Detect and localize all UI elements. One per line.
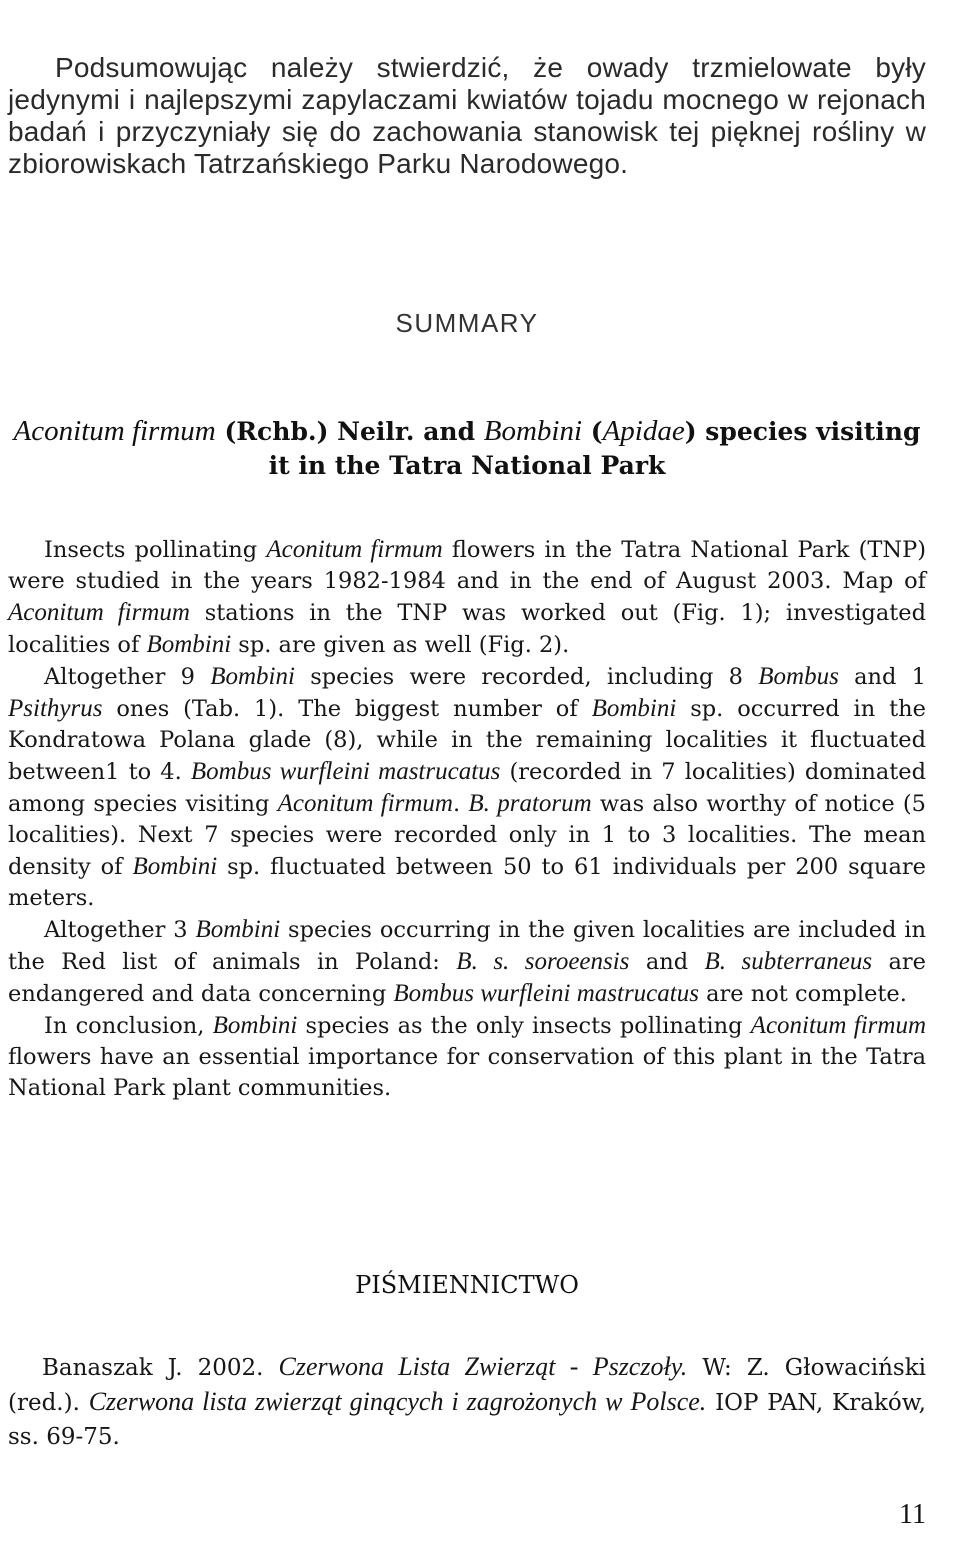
abstract-paragraph-3 [8, 914, 926, 1010]
text-run: are not complete. [698, 981, 907, 1007]
text-run: (recorded in 7 localities) dominated among species visiting [8, 759, 927, 817]
species-name: Psithyrus [8, 695, 103, 722]
text-run: ones (Tab. 1). The biggest number of [102, 696, 592, 722]
title-family-name: Apidae [602, 415, 685, 447]
text-run: Altogether 3 [44, 917, 196, 943]
references-heading: PIŚMIENNICTWO [355, 1271, 579, 1299]
text-run: sp. occurred in the Kondratowa Polana glade (8), while in the remaining localities it fluctuated between1 to 4. [8, 696, 926, 785]
text-run: flowers in the Tatra National Park (TNP) were studied in the years 1982-1984 and in the end of August 2003. Map of [8, 537, 926, 594]
species-name: Bombini [132, 853, 218, 880]
text-run: Insects pollinating [44, 537, 267, 563]
summary-abstract [8, 534, 926, 1104]
text-run: In conclusion, [44, 1013, 213, 1039]
page [8, 0, 926, 1542]
reference-entry [8, 1350, 926, 1454]
reference-title: Czerwona Lista Zwierząt - Pszczoły. [278, 1352, 688, 1381]
species-name: Bombini [591, 695, 677, 722]
text-run: stations in the TNP was worked out (Fig. 1); investigated localities of [8, 600, 926, 658]
title-text: ( [582, 417, 603, 446]
reference-author-year: Banaszak J. 2002. [42, 1355, 279, 1381]
page-number: 11 [899, 1499, 926, 1530]
title-species-name: Aconitum firmum [13, 415, 216, 447]
species-name: Bombini [210, 663, 295, 690]
polish-conclusion-paragraph: Podsumowując należy stwierdzić, że owady trzmielowate były jedynymi i najlepszymi zapylaczami kwiatów tojadu mocnego w rejonach badań i przyczyniały się do zachowania stanowisk tej pięknej rośliny w zbiorowiskach Tatrzańskiego Parku Narodowego. [8, 52, 926, 179]
text-run: and 1 [838, 664, 926, 690]
text-run: and [629, 949, 705, 975]
species-name: Bombus wurfleini mastrucatus [190, 758, 501, 785]
species-name: B. pratorum [468, 790, 592, 817]
text-run: . [452, 791, 469, 817]
species-name: B. subterraneus [704, 948, 873, 975]
title-text: (Rchb.) Neilr. and [215, 417, 484, 446]
title-tribe-name: Bombini [483, 415, 583, 447]
title-text: ) species visiting it in the Tatra National Park [268, 417, 921, 480]
species-name: Bombini [195, 916, 281, 943]
text-run: flowers have an essential importance for conservation of this plant in the Tatra National Park plant communities. [8, 1044, 926, 1101]
summary-heading: SUMMARY [395, 308, 539, 338]
abstract-paragraph-2 [8, 661, 926, 914]
abstract-paragraph-4 [8, 1010, 926, 1104]
reference-publisher: IOP PAN, Kraków, ss. 69-75. [8, 1390, 926, 1450]
species-name: Aconitum firmum [277, 790, 453, 817]
reference-editor: W: Z. Głowaciński (red.). [8, 1355, 926, 1416]
species-name: Bombini [212, 1012, 298, 1039]
species-name: Aconitum firmum [266, 536, 443, 563]
reference-book-title: Czerwona lista zwierząt ginących i zagrożonych w Polsce. [88, 1387, 707, 1416]
species-name: Bombini [146, 631, 232, 658]
text-run: species as the only insects pollinating [297, 1013, 751, 1039]
species-name: Aconitum firmum [8, 599, 190, 626]
text-run: species were recorded, including 8 [294, 664, 759, 690]
text-run: sp. fluctuated between 50 to 61 individuals per 200 square meters. [8, 854, 926, 911]
species-name: B. s. soroeensis [456, 948, 630, 975]
summary-title [8, 414, 926, 483]
text-run: was also worthy of notice (5 localities). Next 7 species were recorded only in 1 to 3 localities. The mean density of [8, 791, 926, 880]
species-name: Aconitum firmum [750, 1012, 927, 1039]
text-run: are endangered and data concerning [8, 949, 926, 1007]
text-run: sp. are given as well (Fig. 2). [231, 632, 570, 658]
species-name: Bombus [758, 663, 839, 690]
abstract-paragraph-1 [8, 534, 926, 661]
text-run: Altogether 9 [44, 664, 211, 690]
text-run: species occurring in the given localities are included in the Red list of animals in Poland: [8, 917, 926, 975]
species-name: Bombus wurfleini mastrucatus [393, 980, 699, 1007]
